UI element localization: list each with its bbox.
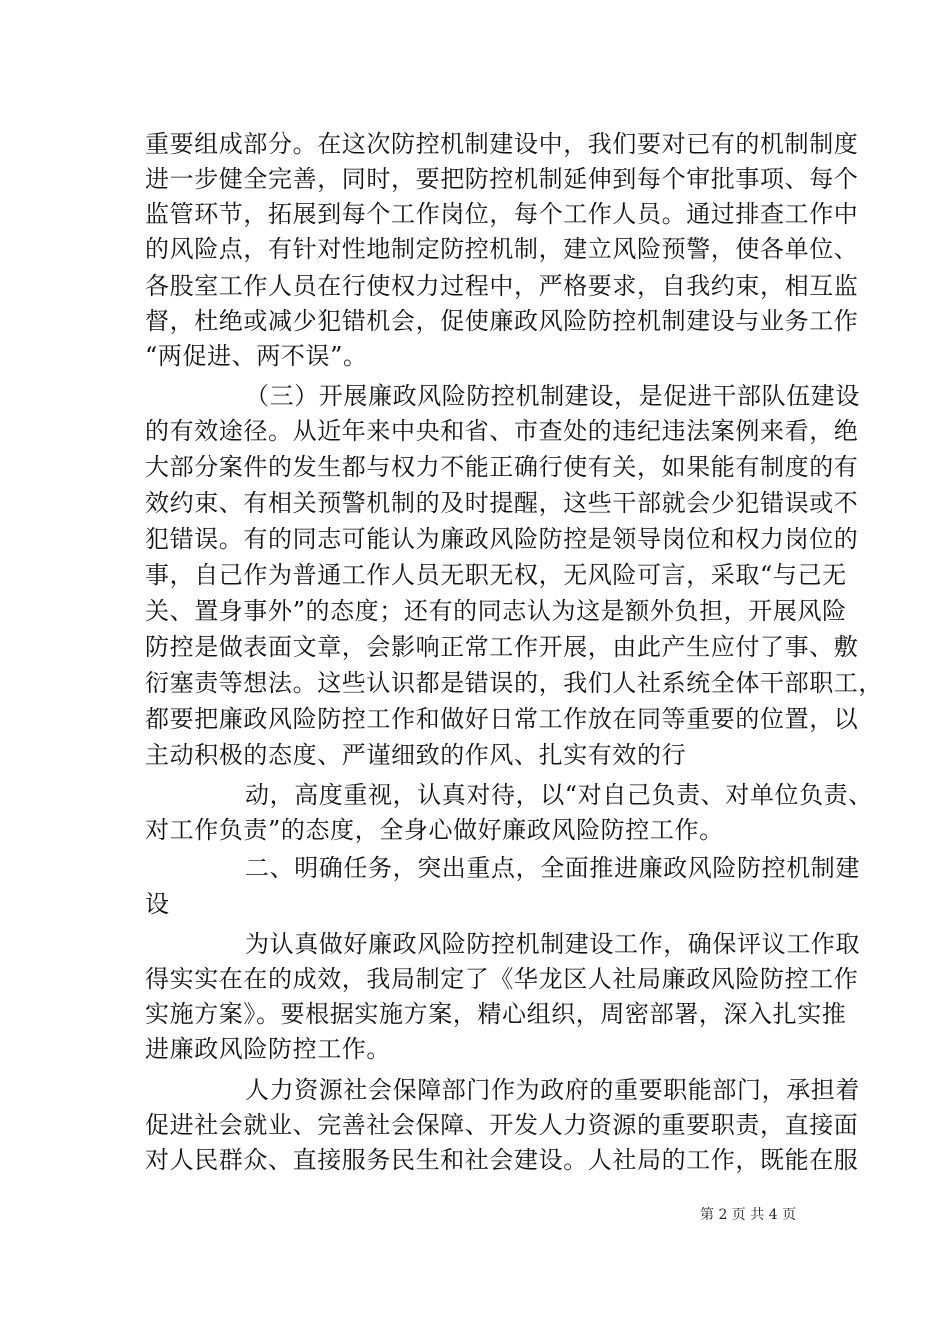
body-text-line: 的风险点，有针对性地制定防控机制，建立风险预警，使各单位、 [145, 235, 859, 263]
page-number: 第 2 页 共 4 页 [700, 1207, 797, 1223]
body-text-line: 对人民群众、直接服务民生和社会建设。人社局的工作，既能在服 [145, 1146, 859, 1174]
body-text-line: 进廉政风险防控工作。 [145, 1035, 391, 1063]
section-heading-three: （三）开展廉政风险防控机制建设，是促进干部队伍建设 [245, 382, 860, 410]
body-text-line: 监管环节，拓展到每个工作岗位，每个工作人员。通过排查工作中 [145, 200, 859, 228]
body-text-line: 对工作负责”的态度，全身心做好廉政风险防控工作。 [145, 816, 724, 844]
body-text-line: 事，自己作为普通工作人员无职无权，无风险可言，采取“与己无 [145, 561, 847, 589]
body-text-line: 主动积极的态度、严谨细致的作风、扎实有效的行 [145, 741, 687, 769]
body-text-line: “两促进、两不误”。 [145, 342, 368, 370]
body-text-line: 衍塞责等想法。这些认识都是错误的，我们人社系统全体干部职工， [145, 669, 883, 697]
body-text-line: 为认真做好廉政风险防控机制建设工作，确保评议工作取 [245, 930, 860, 958]
body-text-line: 动，高度重视，认真对待，以“对自己负责、对单位负责、 [245, 781, 873, 809]
body-text-line: 实施方案》。要根据实施方案，精心组织，周密部署，深入扎实推 [145, 1000, 847, 1028]
body-text-line: 犯错误。有的同志可能认为廉政风险防控是领导岗位和权力岗位的 [145, 525, 859, 553]
body-text-line: 进一步健全完善，同时，要把防控机制延伸到每个审批事项、每个 [145, 165, 859, 193]
body-text-line: 的有效途径。从近年来中央和省、市查处的违纪违法案例来看，绝 [145, 417, 859, 445]
body-text-line: 人力资源社会保障部门作为政府的重要职能部门，承担着 [245, 1076, 860, 1104]
section-heading-two-continued: 设 [145, 890, 170, 918]
body-text-line: 大部分案件的发生都与权力不能正确行使有关，如果能有制度的有 [145, 453, 859, 481]
body-text-line: 都要把廉政风险防控工作和做好日常工作放在同等重要的位置，以 [145, 705, 859, 733]
body-text-line: 重要组成部分。在这次防控机制建设中，我们要对已有的机制制度 [145, 130, 859, 158]
body-text-line: 效约束、有相关预警机制的及时提醒，这些干部就会少犯错误或不 [145, 489, 859, 517]
body-text-line: 督，杜绝或减少犯错机会，促使廉政风险防控机制建设与业务工作 [145, 307, 859, 335]
body-text-line: 得实实在在的成效，我局制定了《华龙区人社局廉政风险防控工作 [145, 965, 859, 993]
body-text-line: 防控是做表面文章，会影响正常工作开展，由此产生应付了事、敷 [145, 633, 859, 661]
body-text-line: 促进社会就业、完善社会保障、开发人力资源的重要职责，直接面 [145, 1111, 859, 1139]
section-heading-two: 二、明确任务，突出重点，全面推进廉政风险防控机制建 [245, 854, 860, 882]
body-text-line: 各股室工作人员在行使权力过程中，严格要求，自我约束，相互监 [145, 272, 859, 300]
body-text-line: 关、置身事外”的态度；还有的同志认为这是额外负担，开展风险 [145, 597, 847, 625]
